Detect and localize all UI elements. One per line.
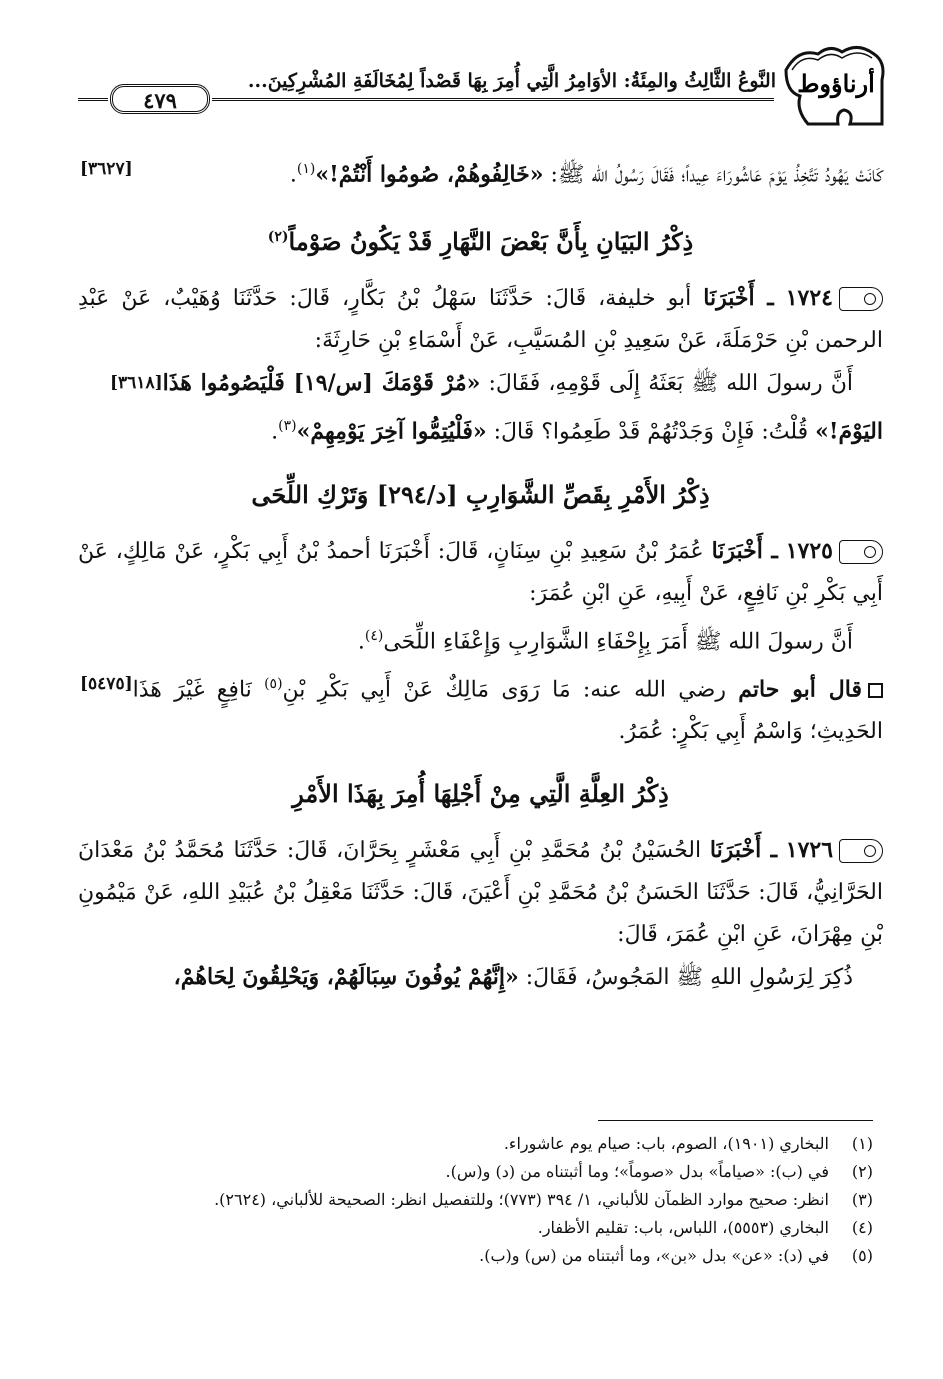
akhbarana-label: ـ أَخْبَرَنَا [703,285,774,312]
footnote: (٢) في (ب): «صياماً» بدل «صوماً»؛ وما أثبتناه من (د) و(س). [445,1162,873,1181]
footnotes [73,1130,873,1270]
hadith-number: ١٧٢٥ [785,537,833,564]
hadith-number: ١٧٢٤ [785,285,833,312]
section-heading [78,474,883,516]
svg-text:أرناؤوط: أرناؤوط [797,69,875,98]
puzzle-logo-icon [778,40,888,128]
header-rule [212,98,774,101]
running-title: النَّوعُ الثَّالِثُ والمِئَةُ: الأوَامِرُ الَّتِي أُمِرَ بِهَا قَصْداً لِمُخَالَفَةِ المُشْرِكِينَ... [247,70,776,92]
commentary-text: نَافِعٍ غَيْرَ هَذَا الحَدِيثِ؛ وَاسْمُ أَبِي بَكْرٍ: عُمَرُ. [132,677,883,745]
commentator-label: قال أبو حاتم [738,676,862,703]
section-heading [78,773,883,815]
footnote-marker: (١) [296,161,316,177]
page-number: ٤٧٩ [110,84,210,114]
paragraph-text: كَانَتْ يَهُودُ تَتَّخِذُ يَوْمَ عَاشُورَاءَ عِيداً؛ فَقَالَ رَسُولُ الله ﷺ: [543,162,883,188]
hadith-marker-icon [839,287,883,311]
matn-1726 [78,956,883,999]
commentary [78,663,883,753]
matn-text: أَنَّ رسولَ الله ﷺ أَمَرَ بِإِحْفَاءِ الشَّوَارِبِ وَإِعْفَاءِ اللِّحَى [383,628,853,654]
header-rule-left [78,98,108,101]
hadith-quote: «خَالِفُوهُمْ، صُومُوا أَنْتُمْ!» [315,161,544,188]
page-header [78,40,888,130]
reference-number: [٥٤٧٥] [80,673,133,694]
heading-text: ذِكْرُ الأَمْرِ بِقَصِّ الشَّوَارِبِ [د/٢٩٤] وَتَرْكِ اللِّحَى [251,479,710,509]
heading-text: ذِكْرُ البَيَانِ بِأَنَّ بَعْضَ النَّهَارِ قَدْ يَكُونُ صَوْماً [288,227,694,257]
footnote: (٣) انظر: صحيح موارد الظمآن للألباني، ١/ ٣٩٤ (٧٧٣)؛ وللتفصيل انظر: الصحيحة للألباني، (٢٦٢٤). [214,1190,873,1209]
hadith-1724 [78,277,883,362]
commentary-text: رضي الله عنه: مَا رَوَى مَالِكٌ عَنْ أَبِي بَكْرِ بْنِ [282,677,726,703]
main-text [78,148,883,999]
matn-text: ذُكِرَ لِرَسُولِ اللهِ ﷺ المَجُوسُ، فَقَالَ: [518,965,853,991]
heading-text: ذِكْرُ العِلَّةِ الَّتِي مِنْ أَجْلِهَا أُمِرَ بِهَذَا الأَمْرِ [292,779,669,809]
paragraph: [٣٦٢٧] كَانَتْ يَهُودُ تَتَّخِذُ يَوْمَ عَاشُورَاءَ عِيداً؛ فَقَالَ رَسُولُ الله ﷺ: «خَالِفُوهُمْ، صُومُوا أَنْتُمْ!»$^{(١)}$. [78,148,883,196]
square-bullet-icon [868,683,883,698]
reference-number: [٣٦١٨] [110,373,163,394]
matn-1724: [٣٦١٨] أَنَّ رسولَ الله ﷺ بَعَثَهُ إِلَى قَوْمِهِ، فَقَالَ: «مُرْ قَوْمَكَ [س/١٩] فَلْيَصُومُوا هَذَا اليَوْمَ!» قُلْتُ: فَإِنْ وَجَدْتُهُمْ قَدْ طَعِمُوا؟ قَالَ: «فَلْيُتِمُّوا آخِرَ يَوْمِهِمْ»$^{(٣)}$. [78,362,883,453]
matn-text: قُلْتُ: فَإِنْ وَجَدْتُهُمْ قَدْ طَعِمُوا؟ قَالَ: [486,419,816,445]
hadith-marker-icon [839,540,883,564]
isnad-text: عُمَرُ بْنُ سَعِيدِ بْنِ سِنَانٍ، قَالَ: أَخْبَرَنَا أحمدُ بْنُ أَبِي بَكْرٍ، عَنْ مَالِكٍ، عَنْ أَبِي بَكْرِ بْنِ نَافِعٍ، عَنْ أَبِيهِ، عَنِ ابْنِ عُمَرَ: [78,538,883,606]
footnote: (٤) البخاري (٥٥٥٣)، اللباس، باب: تقليم الأظفار. [537,1218,873,1237]
hadith-quote: «مُرْ قَوْمَكَ [س/١٩] فَلْيَصُومُوا هَذَا اليَوْمَ!» [162,370,883,445]
matn-1725: أَنَّ رسولَ الله ﷺ أَمَرَ بِإِحْفَاءِ الشَّوَارِبِ وَإِعْفَاءِ اللِّحَى$^{(٤)}$. [357,627,853,654]
footnote-marker: (٥) [264,675,283,692]
hadith-quote: «فَلْيُتِمُّوا آخِرَ يَوْمِهِمْ» [296,418,487,445]
matn-text: أَنَّ رسولَ الله ﷺ بَعَثَهُ إِلَى قَوْمِهِ، فَقَالَ: [480,371,853,397]
akhbarana-label: ـ أَخْبَرَنَا [711,537,778,564]
hadith-1726 [78,829,883,956]
hadith-number: ١٧٢٦ [785,837,834,864]
footnote-separator [598,1120,873,1121]
isnad-text: أبو خليفة، قَالَ: حَدَّثَنَا سَهْلُ بْنُ بَكَّارٍ، قَالَ: حَدَّثَنَا وُهَيْبٌ، عَنْ عَبْدِ الرحمن بْنِ حَرْمَلَةَ، عَنْ سَعِيدِ بْنِ المُسَيَّبِ، عَنْ أَسْمَاءِ بْنِ حَارِثَةَ: [78,286,883,354]
footnote: (٥) في (د): «عن» بدل «بن»، وما أثبتناه من (س) و(ب). [479,1246,873,1265]
akhbarana-label: ـ أَخْبَرَنَا [709,837,778,864]
footnote: (١) البخاري (١٩٠١)، الصوم، باب: صيام يوم عاشوراء. [503,1134,873,1153]
footnote-marker: (٢) [267,229,289,246]
footnote-marker: (٤) [364,627,384,644]
hadith-1725 [78,530,883,615]
section-heading [78,216,883,263]
isnad-text: الحُسَيْنُ بْنُ مُحَمَّدِ بْنِ أَبِي مَعْشَرٍ بِحَرَّانَ، قَالَ: حَدَّثَنَا مُحَمَّدُ بْنُ مَعْدَانَ الحَرَّانِيُّ، قَالَ: حَدَّثَنَا الحَسَنُ بْنُ مُحَمَّدِ بْنِ أَعْيَنَ، قَالَ: حَدَّثَنَا مَعْقِلُ بْنُ عُبَيْدِ اللهِ، عَنْ مَيْمُونِ بْنِ مِهْرَانَ، عَنِ ابْنِ عُمَرَ، قَالَ: [78,838,883,948]
hadith-marker-icon [839,839,883,863]
footnote-marker: (٣) [278,418,297,435]
reference-number: [٣٦٢٧] [80,159,133,179]
hadith-quote: «إِنَّهُمْ يُوفُونَ سِبَالَهُمْ، وَيَحْلِقُونَ لِحَاهُمْ، [173,964,519,991]
